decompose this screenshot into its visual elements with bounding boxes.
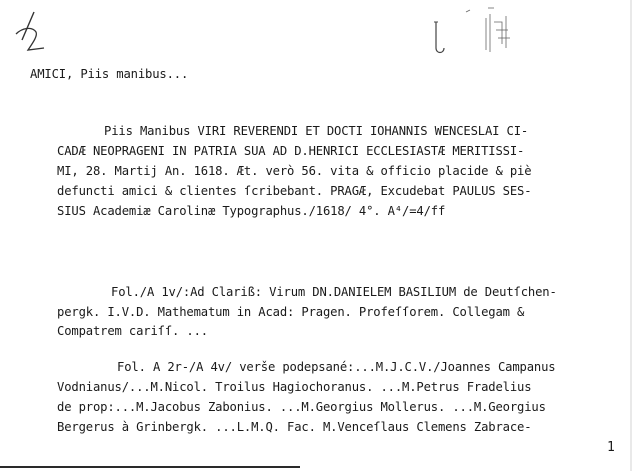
- verse-list-line: Bergerus à Grinbergk. ...L.M.Q. Fac. M.Venceſlaus Clemens Zabrace-: [57, 420, 532, 434]
- description-line: SIUS Academiæ Carolinæ Typographus./1618/ 4°. A⁴/=4/ff: [57, 204, 446, 218]
- entry-heading: AMICI, Piis manibus...: [30, 67, 189, 81]
- card-right-edge: [630, 0, 632, 471]
- folio-note-line: Fol./A 1v/:Ad Clariß: Virum DN.DANIELEM BASILIUM de Deutſchen-: [111, 285, 557, 299]
- card-bottom-edge: [0, 466, 300, 468]
- verse-list-line: Fol. A 2r-/A 4v/ verše podepsané:...M.J.C.V./Joannes Campanus: [117, 360, 556, 374]
- folio-note-line: pergk. I.V.D. Mathematum in Acad: Pragen. Profeſſorem. Collegam &: [57, 305, 525, 319]
- library-stamp-icon: [428, 4, 518, 60]
- verse-list-line: de prop:...M.Jacobus Zabonius. ...M.Georgius Mollerus. ...M.Georgius: [57, 400, 546, 414]
- description-line: defuncti amici & clientes ſcribebant. PRAGÆ, Excudebat PAULUS SES-: [57, 184, 532, 198]
- handwritten-mark-icon: [10, 10, 50, 54]
- verse-list-line: Vodnianus/...M.Nicol. Troilus Hagiochoranus. ...M.Petrus Fradelius: [57, 380, 532, 394]
- description-line: Piis Manibus VIRI REVERENDI ET DOCTI IOHANNIS WENCESLAI CI-: [104, 124, 529, 138]
- page-number: 1: [607, 440, 615, 455]
- folio-note-line: Compatrem cariſſ. ...: [57, 324, 208, 338]
- description-line: CADÆ NEOPRAGENI IN PATRIA SUA AD D.HENRICI ECCLESIASTÆ MERITISSI-: [57, 144, 525, 158]
- description-line: MI, 28. Martij An. 1618. Æt. verò 56. vita & officio placide & piè: [57, 164, 532, 178]
